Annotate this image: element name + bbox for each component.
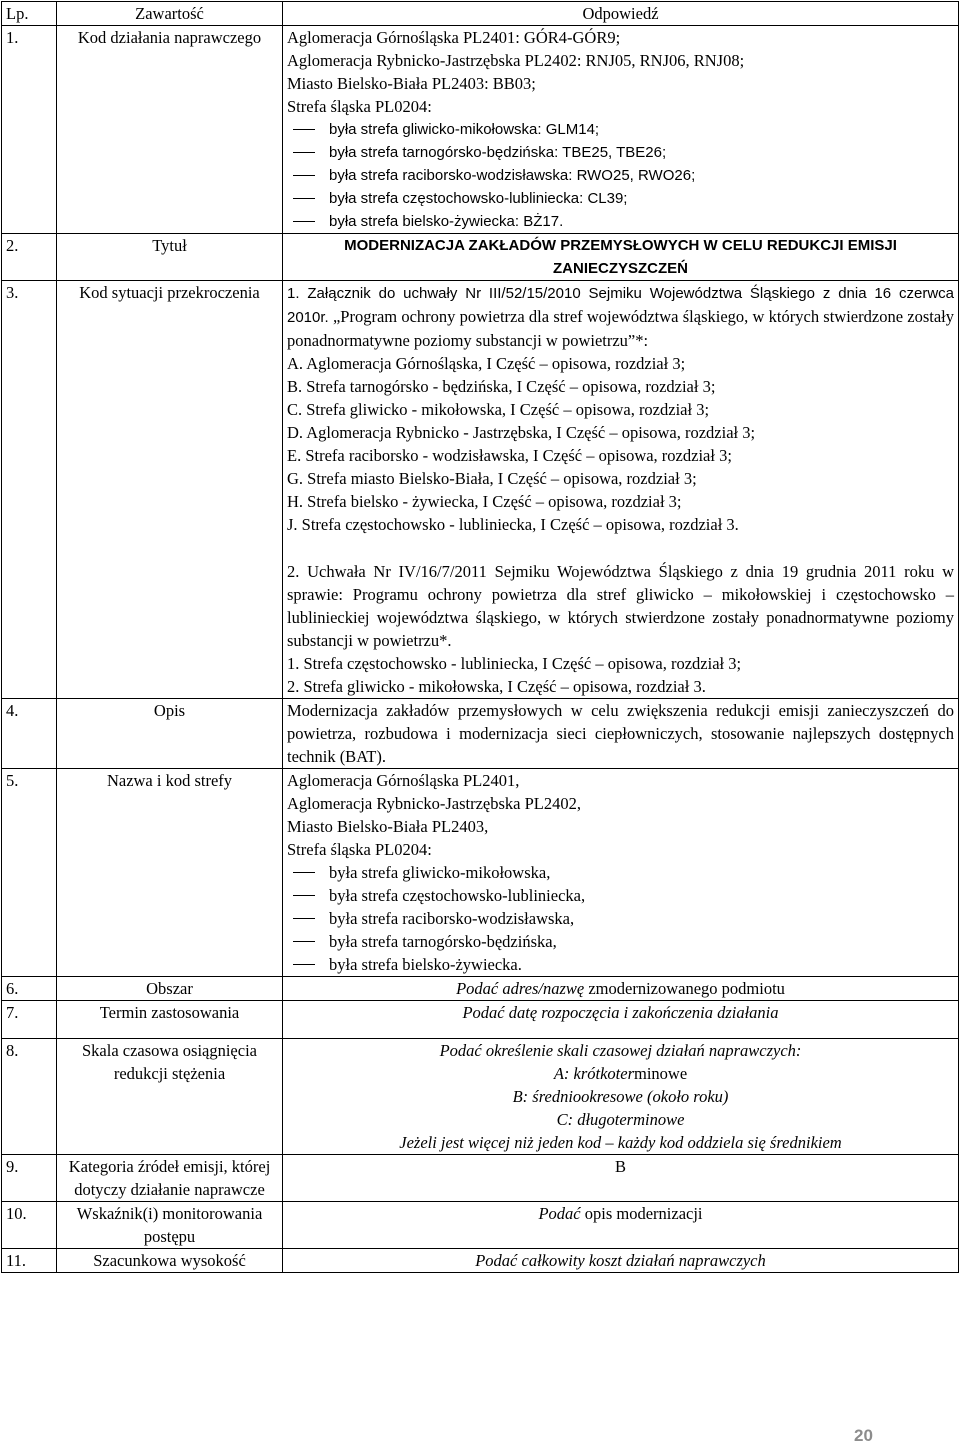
row-10 bbox=[2, 1202, 959, 1249]
header-odpowiedz: Odpowiedź bbox=[283, 2, 959, 26]
row-5-dash-item: była strefa gliwicko-mikołowska, bbox=[287, 861, 954, 884]
row-3-list-item: 2. Strefa gliwicko - mikołowska, I Część – opisowa, rozdział 3. bbox=[287, 677, 706, 696]
row-5-line: Miasto Bielsko-Biała PL2403, bbox=[287, 817, 489, 836]
row-10-text-ital: Podać bbox=[538, 1204, 585, 1223]
row-8-line: B: średniookresowe (około roku) bbox=[512, 1087, 729, 1106]
row-5-line: Aglomeracja Górnośląska PL2401, bbox=[287, 771, 520, 790]
row-3-para-1-serif: „Program ochrony powietrza dla stref województwa śląskiego, w których stwierdzone zostały ponadnormatywne poziomy substancji w powietrzu”*: bbox=[287, 307, 954, 350]
row-1-line: Aglomeracja Górnośląska PL2401: GÓR4-GÓR9; bbox=[287, 28, 621, 47]
row-1-line: Miasto Bielsko-Biała PL2403: BB03; bbox=[287, 74, 536, 93]
row-3-answer bbox=[283, 281, 959, 699]
row-3-list-item: C. Strefa gliwicko - mikołowska, I Część – opisowa, rozdział 3; bbox=[287, 400, 710, 419]
row-4-num: 4. bbox=[2, 699, 57, 769]
header-zawartosc: Zawartość bbox=[57, 2, 283, 26]
row-2-label: Tytuł bbox=[57, 234, 283, 281]
row-8-line: Podać określenie skali czasowej działań naprawczych: bbox=[439, 1041, 802, 1060]
row-7 bbox=[2, 1001, 959, 1039]
row-2 bbox=[2, 234, 959, 281]
row-3-num: 3. bbox=[2, 281, 57, 699]
row-1-answer bbox=[283, 26, 959, 234]
row-8-answer bbox=[283, 1039, 959, 1155]
row-5-dash-item: była strefa bielsko-żywiecka. bbox=[287, 953, 954, 976]
row-3-list-item: B. Strefa tarnogórsko - będzińska, I Część – opisowa, rozdział 3; bbox=[287, 377, 716, 396]
row-5-line: Strefa śląska PL0204: bbox=[287, 840, 432, 859]
row-8-line bbox=[287, 1062, 954, 1085]
row-8-line-ital: A: krótkoter bbox=[553, 1064, 634, 1083]
row-1-dash-item: była strefa gliwicko-mikołowska: GLM14; bbox=[287, 118, 954, 141]
row-11-label: Szacunkowa wysokość bbox=[57, 1249, 283, 1273]
row-1-dash-item: była strefa tarnogórsko-będzińska: TBE25, TBE26; bbox=[287, 141, 954, 164]
row-4-label: Opis bbox=[57, 699, 283, 769]
row-10-text-norm: opis modernizacji bbox=[584, 1204, 703, 1223]
row-1-label: Kod działania naprawczego bbox=[57, 26, 283, 234]
row-3-list-item: J. Strefa częstochowsko - lubliniecka, I Część – opisowa, rozdział 3. bbox=[287, 515, 739, 534]
row-8-line-norm: minowe bbox=[634, 1064, 688, 1083]
row-11 bbox=[2, 1249, 959, 1273]
row-2-num: 2. bbox=[2, 234, 57, 281]
row-3-list-item: 1. Strefa częstochowsko - lubliniecka, I Część – opisowa, rozdział 3; bbox=[287, 654, 742, 673]
row-3-list-item: H. Strefa bielsko - żywiecka, I Część – opisowa, rozdział 3; bbox=[287, 492, 682, 511]
row-3 bbox=[2, 281, 959, 699]
row-5-dash-item: była strefa częstochowsko-lubliniecka, bbox=[287, 884, 954, 907]
row-7-label: Termin zastosowania bbox=[57, 1001, 283, 1039]
row-6-answer bbox=[283, 977, 959, 1001]
row-5-num: 5. bbox=[2, 769, 57, 977]
row-11-num: 11. bbox=[2, 1249, 57, 1273]
row-9-text: B bbox=[283, 1155, 959, 1202]
row-6-label: Obszar bbox=[57, 977, 283, 1001]
row-1 bbox=[2, 26, 959, 234]
row-1-dash-list bbox=[287, 118, 954, 233]
row-6-num: 6. bbox=[2, 977, 57, 1001]
row-5-dash-item: była strefa tarnogórsko-będzińska, bbox=[287, 930, 954, 953]
page-number: 20 bbox=[854, 1426, 873, 1445]
row-3-list-item: E. Strefa raciborsko - wodzisławska, I Część – opisowa, rozdział 3; bbox=[287, 446, 732, 465]
row-1-num: 1. bbox=[2, 26, 57, 234]
row-1-line: Aglomeracja Rybnicko-Jastrzębska PL2402: RNJ05, RNJ06, RNJ08; bbox=[287, 51, 745, 70]
row-8 bbox=[2, 1039, 959, 1155]
row-1-dash-item: była strefa częstochowsko-lubliniecka: CL39; bbox=[287, 187, 954, 210]
row-7-text: Podać datę rozpoczęcia i zakończenia działania bbox=[283, 1001, 959, 1039]
row-10-num: 10. bbox=[2, 1202, 57, 1249]
row-6-text-ital: Podać adres/nazwę bbox=[456, 979, 589, 998]
row-5-label: Nazwa i kod strefy bbox=[57, 769, 283, 977]
row-6-text-norm: zmodernizowanego podmiotu bbox=[588, 979, 785, 998]
row-9-num: 9. bbox=[2, 1155, 57, 1202]
row-4 bbox=[2, 699, 959, 769]
row-3-para-1-sans: 1. Załącznik do uchwały Nr III/52/15/2010 Sejmiku Województwa Śląskiego z dnia 16 czerwca 2010r. bbox=[287, 285, 954, 326]
row-8-num: 8. bbox=[2, 1039, 57, 1155]
row-8-line: C: długoterminowe bbox=[556, 1110, 685, 1129]
row-8-label: Skala czasowa osiągnięcia redukcji stężenia bbox=[57, 1039, 283, 1155]
row-5-line: Aglomeracja Rybnicko-Jastrzębska PL2402, bbox=[287, 794, 581, 813]
row-5-dash-item: była strefa raciborsko-wodzisławska, bbox=[287, 907, 954, 930]
action-table bbox=[1, 1, 959, 1273]
row-10-label: Wskaźnik(i) monitorowania postępu bbox=[57, 1202, 283, 1249]
row-6 bbox=[2, 977, 959, 1001]
row-3-label: Kod sytuacji przekroczenia bbox=[57, 281, 283, 699]
row-3-para-2: 2. Uchwała Nr IV/16/7/2011 Sejmiku Województwa Śląskiego z dnia 19 grudnia 2011 roku w sprawie: Programu ochrony powietrza dla stref gliwicko – mikołowskiej i częstochowsko – lublinieckiej województwa śląskiego, w których stwierdzone zostały ponadnormatywne poziomy substancji w powietrzu*. bbox=[287, 562, 954, 650]
row-2-title: MODERNIZACJA ZAKŁADÓW PRZEMYSŁOWYCH W CELU REDUKCJI EMISJI ZANIECZYSZCZEŃ bbox=[283, 234, 959, 281]
row-3-list-item: D. Aglomeracja Rybnicko - Jastrzębska, I Część – opisowa, rozdział 3; bbox=[287, 423, 756, 442]
row-1-dash-item: była strefa bielsko-żywiecka: BŻ17. bbox=[287, 210, 954, 233]
header-row bbox=[2, 2, 959, 26]
row-5 bbox=[2, 769, 959, 977]
row-5-answer bbox=[283, 769, 959, 977]
row-1-dash-item: była strefa raciborsko-wodzisławska: RWO25, RWO26; bbox=[287, 164, 954, 187]
row-8-line: Jeżeli jest więcej niż jeden kod – każdy kod oddziela się średnikiem bbox=[399, 1133, 842, 1152]
row-10-answer bbox=[283, 1202, 959, 1249]
row-3-list-item: A. Aglomeracja Górnośląska, I Część – opisowa, rozdział 3; bbox=[287, 354, 686, 373]
header-lp: Lp. bbox=[2, 2, 57, 26]
row-3-para-1 bbox=[287, 281, 954, 352]
row-9-label: Kategoria źródeł emisji, której dotyczy działanie naprawcze bbox=[57, 1155, 283, 1202]
row-1-line: Strefa śląska PL0204: bbox=[287, 97, 432, 116]
row-3-list-item: G. Strefa miasto Bielsko-Biała, I Część – opisowa, rozdział 3; bbox=[287, 469, 697, 488]
row-9 bbox=[2, 1155, 959, 1202]
row-11-text: Podać całkowity koszt działań naprawczych bbox=[283, 1249, 959, 1273]
row-7-num: 7. bbox=[2, 1001, 57, 1039]
row-5-dash-list bbox=[287, 861, 954, 976]
row-4-text: Modernizacja zakładów przemysłowych w celu zwiększenia redukcji emisji zanieczyszczeń do powietrza, rozbudowa i modernizacja sieci ciepłowniczych, stosowanie najlepszych dostępnych technik (BAT). bbox=[283, 699, 959, 769]
row-3-spacer bbox=[287, 536, 954, 560]
